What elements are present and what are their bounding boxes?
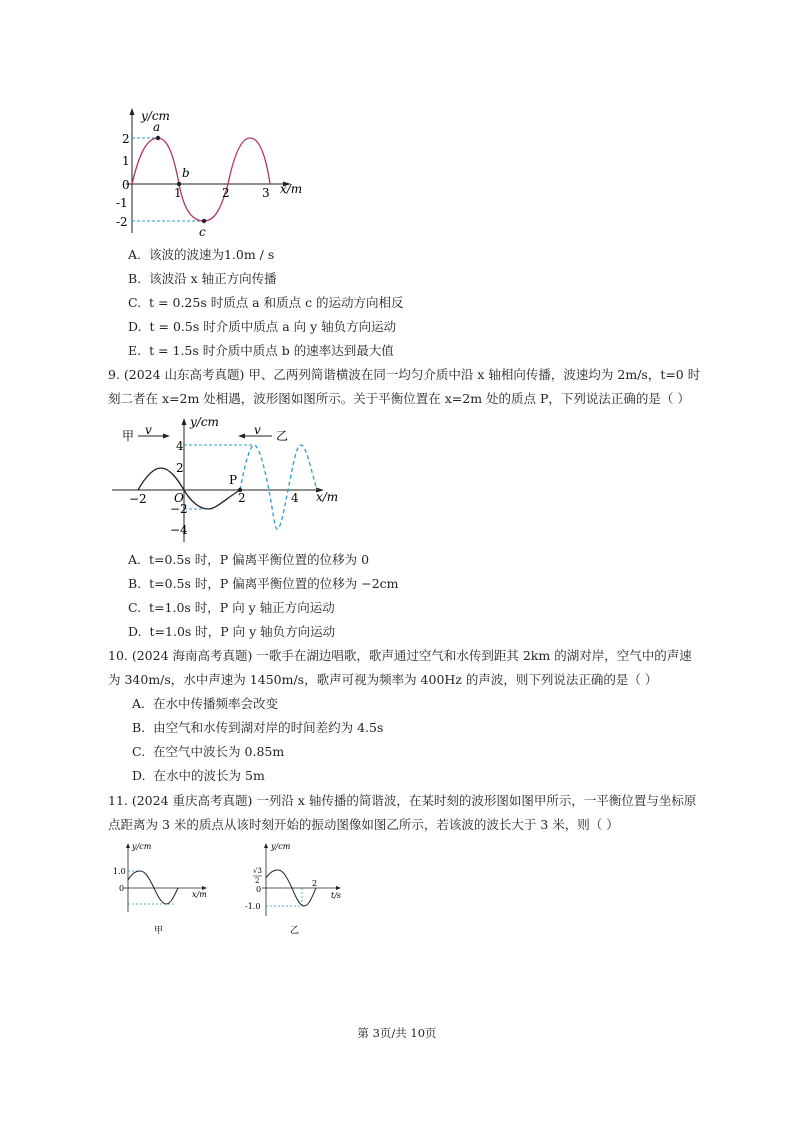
- label-yi: 乙: [276, 429, 289, 443]
- q10-option-d: D. 在水中的波长为 5m: [132, 768, 265, 783]
- caption-yi: 乙: [290, 926, 300, 936]
- ytick-zero: 0: [119, 884, 125, 893]
- ytick-neg2: −2: [170, 502, 188, 516]
- wave-yi: [240, 445, 317, 529]
- label-v-right: v: [254, 423, 261, 437]
- q10-stem-line2: 为 340m/s，水中声速为 1450m/s，歌声可视为频率为 400Hz 的声波，则下列说法正确的是（ ）: [108, 672, 658, 687]
- xtick-2: 2: [312, 879, 318, 888]
- ytick-zero: 0: [256, 885, 262, 894]
- q8-option-b: B. 该波沿 x 轴正方向传播: [128, 271, 277, 286]
- x-axis-label: x/m: [316, 490, 339, 504]
- y-axis-arrow: [126, 843, 130, 848]
- xtick-2: 2: [238, 491, 246, 505]
- ytick-neg2: -2: [116, 215, 128, 229]
- q11-stem: [108, 789, 708, 837]
- q9-option-a: A. t=0.5s 时，P 偏离平衡位置的位移为 0: [128, 552, 370, 567]
- wave-curve: [132, 138, 270, 221]
- ytick-4: 4: [176, 439, 184, 453]
- xtick-1: 1: [174, 186, 182, 200]
- q9-option-b: B. t=0.5s 时，P 偏离平衡位置的位移为 −2cm: [128, 576, 399, 591]
- point-c: [202, 219, 206, 223]
- y-axis-label: y/cm: [271, 842, 291, 851]
- q10-option-c: C. 在空气中波长为 0.85m: [132, 744, 285, 759]
- q11-stem-line1: 11. (2024 重庆高考真题) 一列沿 x 轴传播的简谐波，在某时刻的波形图如图甲所示，一平衡位置与坐标原: [108, 793, 697, 808]
- ytick-bottom: -1.0: [245, 902, 261, 911]
- y-axis-label: y/cm: [141, 109, 170, 123]
- q9-stem-line2: 刻二者在 x=2m 处相遇，波形图如图所示。关于平衡位置在 x=2m 处的质点 P，下列说法正确的是（ ）: [108, 391, 690, 406]
- ytick-0: 0: [122, 178, 130, 192]
- ytick-2: 2: [122, 132, 130, 146]
- y-axis-label: y/cm: [132, 842, 152, 851]
- arrow-yi-head: [238, 434, 245, 439]
- q8-option-c: C. t = 0.25s 时质点 a 和质点 c 的运动方向相反: [128, 295, 404, 310]
- q9-stem-line1: 9. (2024 山东高考真题) 甲、乙两列简谐横波在同一均匀介质中沿 x 轴相向传播，波速均为 2m/s，t=0 时: [108, 367, 701, 382]
- xtick-2: 2: [222, 186, 230, 200]
- q9-stem: [108, 363, 708, 411]
- q10-option-b: B. 由空气和水传到湖对岸的时间差约为 4.5s: [132, 720, 384, 735]
- page-footer: 第 3页/共 10页: [357, 1026, 437, 1040]
- q11-stem-line2: 点距离为 3 米的质点从该时刻开始的振动图像如图乙所示，若该波的波长大于 3 米，则（ ）: [108, 817, 619, 832]
- xtick-neg2: −2: [129, 492, 147, 506]
- x-axis-label: x/m: [280, 182, 303, 196]
- y-axis-label: y/cm: [190, 415, 219, 429]
- ytick-2: 2: [176, 461, 184, 475]
- q8-option-d: D. t = 0.5s 时介质中质点 a 向 y 轴负方向运动: [128, 319, 397, 334]
- x-axis-label: x/m: [192, 890, 207, 899]
- q9-wave-figure: [112, 414, 342, 544]
- ytick-top: 1.0: [113, 867, 126, 876]
- q8-option-a: A. 该波的波速为1.0m / s: [128, 247, 275, 262]
- q10-option-a: A. 在水中传播频率会改变: [132, 696, 278, 711]
- q9-option-d: D. t=1.0s 时，P 向 y 轴负方向运动: [128, 624, 336, 639]
- label-b: b: [182, 166, 190, 180]
- arrow-jia-head: [163, 434, 170, 439]
- x-axis-arrow: [336, 886, 341, 890]
- q8-option-e: E. t = 1.5s 时介质中质点 b 的速率达到最大值: [128, 343, 394, 358]
- y-axis-arrow: [130, 108, 135, 115]
- y-axis-arrow: [264, 843, 268, 848]
- label-a: a: [153, 120, 161, 134]
- q9-option-c: C. t=1.0s 时，P 向 y 轴正方向运动: [128, 600, 335, 615]
- x-axis-label: t/s: [331, 891, 342, 900]
- q11-figure-yi: [244, 840, 354, 940]
- xtick-4: 4: [291, 491, 299, 505]
- xtick-3: 3: [262, 186, 270, 200]
- caption-jia: 甲: [154, 926, 164, 936]
- label-jia: 甲: [122, 429, 135, 443]
- ytick-1: 1: [122, 154, 130, 168]
- ytick-sqrt3: √3: [253, 867, 262, 875]
- ytick-neg4: −4: [170, 523, 188, 537]
- label-p: P: [229, 473, 238, 487]
- q10-stem-line1: 10. (2024 海南高考真题) 一歌手在湖边唱歌，歌声通过空气和水传到距其 2km 的湖对岸，空气中的声速: [108, 648, 692, 663]
- q8-wave-figure: [112, 105, 312, 240]
- label-c: c: [199, 225, 206, 239]
- q10-stem: [108, 644, 708, 692]
- point-a: [156, 136, 160, 140]
- ytick-two: 2: [255, 877, 260, 885]
- q11-figure-jia: [110, 840, 220, 940]
- wave-curve: [128, 871, 178, 904]
- label-v-left: v: [145, 423, 152, 437]
- ytick-neg1: -1: [116, 196, 128, 210]
- wave-jia: [138, 468, 240, 509]
- y-axis-arrow: [182, 418, 187, 425]
- xtick-o: O: [174, 491, 184, 505]
